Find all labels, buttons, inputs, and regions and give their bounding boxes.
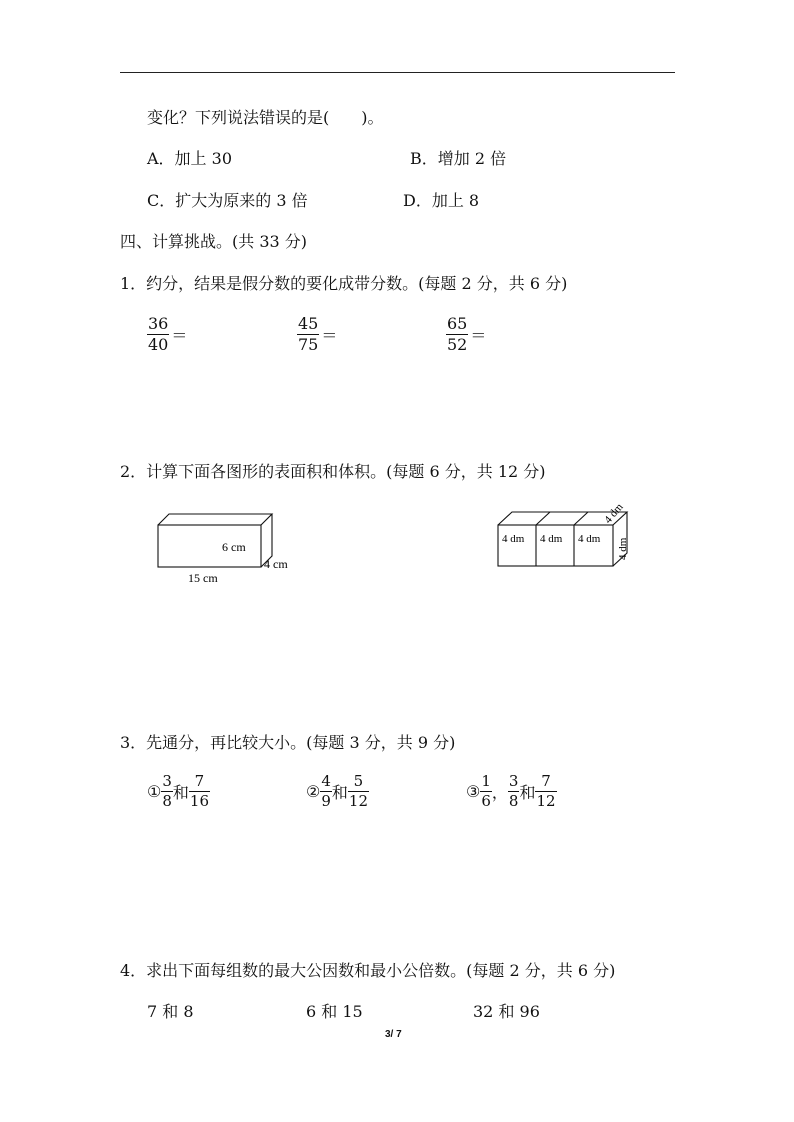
q4-item-2: 6 和 15: [306, 1002, 363, 1021]
fraction: [189, 774, 210, 809]
header-rule: [120, 72, 675, 73]
numerator: 7: [535, 774, 556, 792]
join-word: 和: [331, 783, 348, 802]
q4-item-3: 32 和 96: [473, 1002, 540, 1021]
denominator: 8: [508, 792, 519, 810]
denominator: 6: [481, 792, 491, 810]
item-number: ③: [466, 782, 481, 801]
equals-sign: ＝: [470, 326, 487, 345]
q4-prompt: 4．求出下面每组数的最大公因数和最小公倍数。(每题 2 分，共 6 分): [120, 961, 616, 980]
cube-side-edge-label: 4 dm: [617, 537, 629, 560]
join-word: 和: [519, 783, 536, 802]
numerator: 1: [481, 772, 491, 790]
cube-row-figure: [492, 500, 642, 572]
denominator: 75: [298, 335, 319, 354]
cuboid-top-face: [158, 514, 272, 525]
page-number: 3/ 7: [385, 1029, 402, 1040]
numerator: 4: [321, 772, 331, 790]
cube-top-edge-1: [536, 512, 550, 525]
cube-row-front-face: [498, 525, 613, 566]
equals-sign: ＝: [171, 326, 188, 345]
section-title: 四、计算挑战。(共 33 分): [120, 232, 308, 251]
fraction: [147, 316, 169, 353]
numerator: 36: [148, 314, 169, 333]
option-a: A．加上 30: [147, 149, 233, 168]
numerator: 7: [189, 774, 210, 792]
numerator: 3: [162, 772, 172, 790]
cube-label-2: 4 dm: [540, 533, 563, 545]
cuboid-length-label: 15 cm: [188, 571, 218, 585]
option-c: C．扩大为原来的 3 倍: [147, 191, 308, 210]
numerator: 3: [508, 772, 519, 790]
q3-item-2: [306, 774, 369, 809]
item-number: ②: [306, 782, 321, 801]
q1-item-2: [297, 316, 337, 353]
option-b: B．增加 2 倍: [410, 149, 507, 168]
fraction: [446, 316, 468, 353]
denominator: 40: [148, 335, 169, 354]
cube-label-1: 4 dm: [502, 533, 525, 545]
separator: ，: [491, 783, 508, 802]
q2-prompt: 2．计算下面各图形的表面积和体积。(每题 6 分，共 12 分): [120, 462, 546, 481]
q1-prompt: 1．约分，结果是假分数的要化成带分数。(每题 2 分，共 6 分): [120, 274, 568, 293]
fraction: [320, 774, 332, 809]
cube-top-edge-label: 4 dm: [602, 501, 626, 526]
fraction: [161, 774, 173, 809]
q1-item-3: [446, 316, 486, 353]
numerator: 5: [348, 774, 369, 792]
q3-item-3: [466, 774, 557, 809]
denominator: 52: [447, 335, 468, 354]
denominator: 12: [348, 792, 368, 810]
cube-top-edge-2: [574, 512, 588, 525]
fraction: [508, 774, 520, 809]
denominator: 9: [321, 792, 331, 810]
fraction: [480, 774, 492, 809]
denominator: 12: [536, 792, 556, 810]
join-word: 和: [172, 783, 189, 802]
cube-label-3: 4 dm: [578, 533, 601, 545]
item-number: ①: [147, 782, 162, 801]
cuboid-figure: [150, 505, 300, 590]
fraction: [348, 774, 369, 809]
q4-item-1: 7 和 8: [147, 1002, 194, 1021]
q1-item-1: [147, 316, 187, 353]
fraction: [535, 774, 556, 809]
question-stem: 变化？下列说法错误的是( )。: [147, 108, 384, 127]
denominator: 16: [189, 792, 209, 810]
numerator: 45: [298, 314, 319, 333]
cuboid-height-label: 6 cm: [222, 540, 246, 554]
q3-prompt: 3．先通分，再比较大小。(每题 3 分，共 9 分): [120, 733, 456, 752]
q3-item-1: [147, 774, 210, 809]
equals-sign: ＝: [321, 326, 338, 345]
fraction: [297, 316, 319, 353]
option-d: D．加上 8: [403, 191, 480, 210]
denominator: 8: [162, 792, 172, 810]
numerator: 65: [447, 314, 468, 333]
cuboid-depth-label: 4 cm: [264, 557, 288, 571]
